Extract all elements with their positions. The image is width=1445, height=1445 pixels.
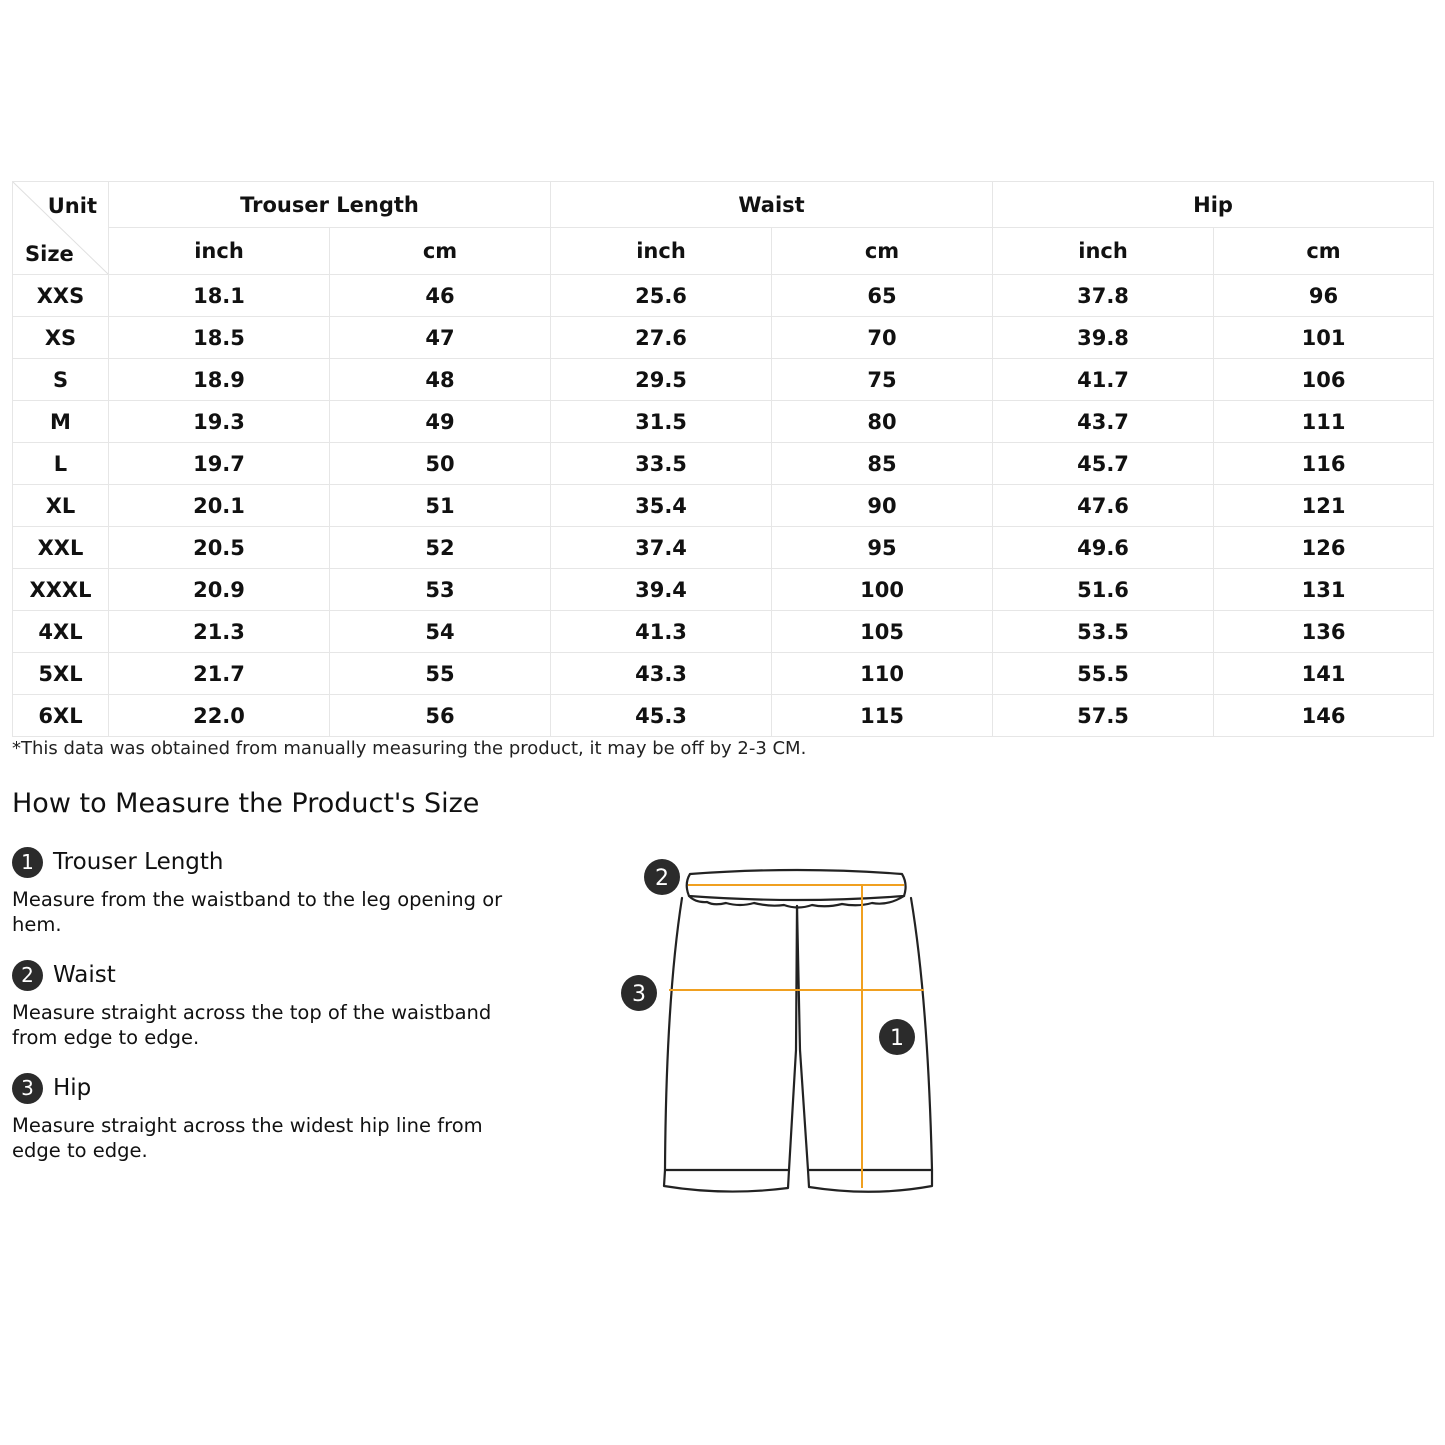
- value-cell: 55: [330, 653, 551, 695]
- measurement-note: *This data was obtained from manually measuring the product, it may be off by 2-3 CM.: [12, 738, 807, 759]
- marker-1: [879, 1019, 915, 1055]
- step-number-badge: 1: [12, 847, 43, 878]
- value-cell: 141: [1214, 653, 1434, 695]
- step-number-badge: 2: [12, 960, 43, 991]
- value-cell: 41.3: [551, 611, 772, 653]
- value-cell: 20.1: [109, 485, 330, 527]
- step-title: Waist: [53, 962, 116, 988]
- value-cell: 46: [330, 275, 551, 317]
- value-cell: 27.6: [551, 317, 772, 359]
- size-cell: 4XL: [13, 611, 109, 653]
- step-description: Measure from the waistband to the leg opening or hem.: [12, 888, 503, 936]
- value-cell: 45.7: [993, 443, 1214, 485]
- unit-size-corner: [13, 182, 109, 275]
- unit-header: inch: [993, 228, 1214, 275]
- step-description: Measure straight across the widest hip line from edge to edge.: [12, 1114, 483, 1162]
- value-cell: 22.0: [109, 695, 330, 737]
- value-cell: 19.7: [109, 443, 330, 485]
- value-cell: 50: [330, 443, 551, 485]
- value-cell: 121: [1214, 485, 1434, 527]
- value-cell: 116: [1214, 443, 1434, 485]
- table-row: [13, 527, 1434, 569]
- size-cell: XL: [13, 485, 109, 527]
- value-cell: 18.9: [109, 359, 330, 401]
- step-description: Measure straight across the top of the waistband from edge to edge.: [12, 1001, 492, 1049]
- unit-header: cm: [1214, 228, 1434, 275]
- value-cell: 41.7: [993, 359, 1214, 401]
- marker-3-label: 3: [632, 982, 646, 1007]
- value-cell: 80: [772, 401, 993, 443]
- value-cell: 55.5: [993, 653, 1214, 695]
- table-row: [13, 317, 1434, 359]
- value-cell: 21.7: [109, 653, 330, 695]
- value-cell: 95: [772, 527, 993, 569]
- value-cell: 20.5: [109, 527, 330, 569]
- size-cell: S: [13, 359, 109, 401]
- marker-3: [621, 975, 657, 1011]
- value-cell: 43.7: [993, 401, 1214, 443]
- value-cell: 75: [772, 359, 993, 401]
- table-row: [13, 653, 1434, 695]
- header-group-row: [13, 182, 1434, 228]
- value-cell: 100: [772, 569, 993, 611]
- value-cell: 65: [772, 275, 993, 317]
- marker-2: [644, 859, 680, 895]
- table-row: [13, 443, 1434, 485]
- group-header-waist: Waist: [551, 182, 993, 228]
- value-cell: 51.6: [993, 569, 1214, 611]
- table-row: [13, 485, 1434, 527]
- unit-header: cm: [330, 228, 551, 275]
- value-cell: 52: [330, 527, 551, 569]
- group-header-hip: Hip: [993, 182, 1434, 228]
- group-header-trouser-length: Trouser Length: [109, 182, 551, 228]
- table-row: [13, 611, 1434, 653]
- step-title: Trouser Length: [53, 849, 224, 875]
- value-cell: 96: [1214, 275, 1434, 317]
- value-cell: 131: [1214, 569, 1434, 611]
- value-cell: 54: [330, 611, 551, 653]
- value-cell: 115: [772, 695, 993, 737]
- value-cell: 56: [330, 695, 551, 737]
- value-cell: 57.5: [993, 695, 1214, 737]
- size-cell: 5XL: [13, 653, 109, 695]
- size-cell: XXS: [13, 275, 109, 317]
- size-cell: XXXL: [13, 569, 109, 611]
- value-cell: 146: [1214, 695, 1434, 737]
- step-title: Hip: [53, 1075, 92, 1101]
- value-cell: 101: [1214, 317, 1434, 359]
- value-cell: 37.4: [551, 527, 772, 569]
- value-cell: 47: [330, 317, 551, 359]
- value-cell: 20.9: [109, 569, 330, 611]
- corner-unit-label: Unit: [47, 194, 97, 218]
- table-row: [13, 401, 1434, 443]
- value-cell: 39.8: [993, 317, 1214, 359]
- step-hip: [12, 1072, 532, 1163]
- table-row: [13, 275, 1434, 317]
- value-cell: 25.6: [551, 275, 772, 317]
- value-cell: 31.5: [551, 401, 772, 443]
- step-trouser-length: [12, 846, 532, 937]
- value-cell: 53: [330, 569, 551, 611]
- value-cell: 106: [1214, 359, 1434, 401]
- value-cell: 70: [772, 317, 993, 359]
- size-chart-table: [12, 181, 1434, 737]
- value-cell: 49.6: [993, 527, 1214, 569]
- value-cell: 21.3: [109, 611, 330, 653]
- value-cell: 51: [330, 485, 551, 527]
- value-cell: 45.3: [551, 695, 772, 737]
- header-unit-row: [13, 228, 1434, 275]
- corner-size-label: Size: [25, 242, 74, 266]
- value-cell: 19.3: [109, 401, 330, 443]
- step-number-badge: 3: [12, 1073, 43, 1104]
- unit-header: cm: [772, 228, 993, 275]
- value-cell: 33.5: [551, 443, 772, 485]
- value-cell: 43.3: [551, 653, 772, 695]
- step-waist: [12, 959, 532, 1050]
- unit-header: inch: [109, 228, 330, 275]
- value-cell: 35.4: [551, 485, 772, 527]
- size-cell: XS: [13, 317, 109, 359]
- value-cell: 18.5: [109, 317, 330, 359]
- value-cell: 37.8: [993, 275, 1214, 317]
- marker-1-label: 1: [890, 1026, 904, 1051]
- value-cell: 105: [772, 611, 993, 653]
- value-cell: 39.4: [551, 569, 772, 611]
- marker-2-label: 2: [655, 866, 669, 891]
- size-cell: M: [13, 401, 109, 443]
- value-cell: 29.5: [551, 359, 772, 401]
- size-cell: L: [13, 443, 109, 485]
- size-cell: XXL: [13, 527, 109, 569]
- how-to-measure-title: How to Measure the Product's Size: [12, 788, 480, 819]
- table-row: [13, 695, 1434, 737]
- value-cell: 110: [772, 653, 993, 695]
- value-cell: 47.6: [993, 485, 1214, 527]
- table-row: [13, 569, 1434, 611]
- value-cell: 85: [772, 443, 993, 485]
- size-cell: 6XL: [13, 695, 109, 737]
- unit-header: inch: [551, 228, 772, 275]
- value-cell: 90: [772, 485, 993, 527]
- table-row: [13, 359, 1434, 401]
- value-cell: 126: [1214, 527, 1434, 569]
- value-cell: 18.1: [109, 275, 330, 317]
- value-cell: 136: [1214, 611, 1434, 653]
- value-cell: 111: [1214, 401, 1434, 443]
- value-cell: 49: [330, 401, 551, 443]
- shorts-measurement-diagram: [610, 850, 950, 1210]
- value-cell: 48: [330, 359, 551, 401]
- value-cell: 53.5: [993, 611, 1214, 653]
